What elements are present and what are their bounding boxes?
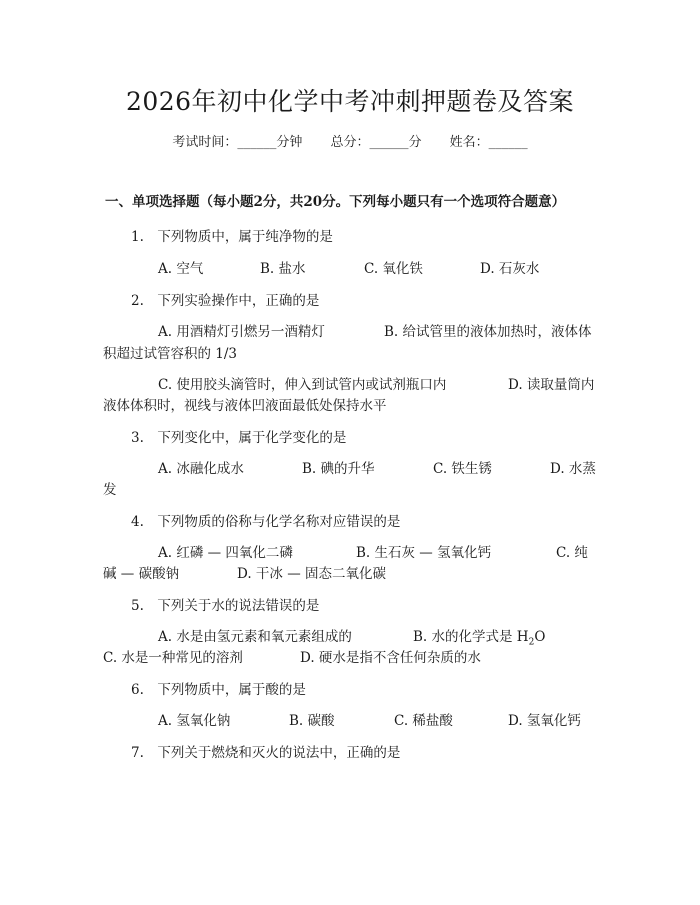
- question-2-option-b: B. 给试管里的液体加热时，液体体: [384, 324, 592, 340]
- page-title: 2026年初中化学中考冲刺押题卷及答案: [125, 87, 575, 116]
- question-3-option-b: B. 碘的升华: [302, 461, 375, 477]
- question-6-option-b: B. 碳酸: [289, 713, 335, 729]
- section-heading: 一、单项选择题（每小题2分，共20分。下列每小题只有一个选项符合题意）: [105, 194, 566, 210]
- question-2-option-d-continued: 液体体积时，视线与液体凹液面最低处保持水平: [103, 398, 387, 414]
- question-3-option-d-continued: 发: [103, 482, 117, 498]
- question-1-option-c: C. 氧化铁: [364, 261, 423, 277]
- question-5-option-d: D. 硬水是指不含任何杂质的水: [300, 650, 481, 666]
- question-5-option-b-end: O: [534, 629, 546, 645]
- question-4-option-a: A. 红磷 — 四氧化二磷: [158, 545, 293, 561]
- question-3-option-d: D. 水蒸: [550, 461, 596, 477]
- question-7-stem: 7. 下列关于燃烧和灭火的说法中，正确的是: [131, 745, 401, 761]
- exam-info-line: [0, 131, 700, 150]
- question-2-option-d: D. 读取量筒内: [508, 377, 595, 393]
- question-5-option-c: C. 水是一种常见的溶剂: [103, 650, 243, 666]
- total-score-field: 总分：______分: [330, 135, 422, 150]
- question-3-option-c: C. 铁生锈: [433, 461, 492, 477]
- question-6-stem: 6. 下列物质中，属于酸的是: [131, 682, 306, 698]
- question-6-option-c: C. 稀盐酸: [394, 713, 453, 729]
- student-name-field: 姓名：______: [449, 135, 528, 150]
- question-6-option-d: D. 氢氧化钙: [508, 713, 581, 729]
- question-5-option-b: [413, 625, 545, 648]
- question-5-option-b-text: B. 水的化学式是 H: [413, 629, 529, 645]
- question-3-stem: 3. 下列变化中，属于化学变化的是: [131, 430, 347, 446]
- question-1-option-b: B. 盐水: [260, 261, 306, 277]
- question-1-option-a: A. 空气: [158, 261, 204, 277]
- question-3-option-a: A. 冰融化成水: [158, 461, 244, 477]
- question-4-stem: 4. 下列物质的俗称与化学名称对应错误的是: [131, 514, 401, 530]
- question-4-option-c-continued: 碱 — 碳酸钠: [103, 566, 180, 582]
- question-5-stem: 5. 下列关于水的说法错误的是: [131, 598, 320, 614]
- question-5-option-a: A. 水是由氢元素和氧元素组成的: [158, 629, 352, 645]
- question-4-option-b: B. 生石灰 — 氢氧化钙: [356, 545, 492, 561]
- subscript-2: 2: [528, 637, 535, 648]
- exam-time-field: 考试时间：______分钟: [172, 135, 303, 150]
- question-2-stem: 2. 下列实验操作中，正确的是: [131, 293, 320, 309]
- question-4-option-c: C. 纯: [556, 545, 588, 561]
- question-6-option-a: A. 氢氧化钠: [158, 713, 231, 729]
- question-2-option-c: C. 使用胶头滴管时，伸入到试管内或试剂瓶口内: [158, 377, 447, 393]
- question-2-option-b-continued: 积超过试管容积的 1/3: [103, 346, 238, 362]
- question-1-stem: 1. 下列物质中，属于纯净物的是: [131, 229, 333, 245]
- question-2-option-a: A. 用酒精灯引燃另一酒精灯: [158, 324, 325, 340]
- question-1-option-d: D. 石灰水: [480, 261, 540, 277]
- question-4-option-d: D. 干冰 — 固态二氧化碳: [237, 566, 387, 582]
